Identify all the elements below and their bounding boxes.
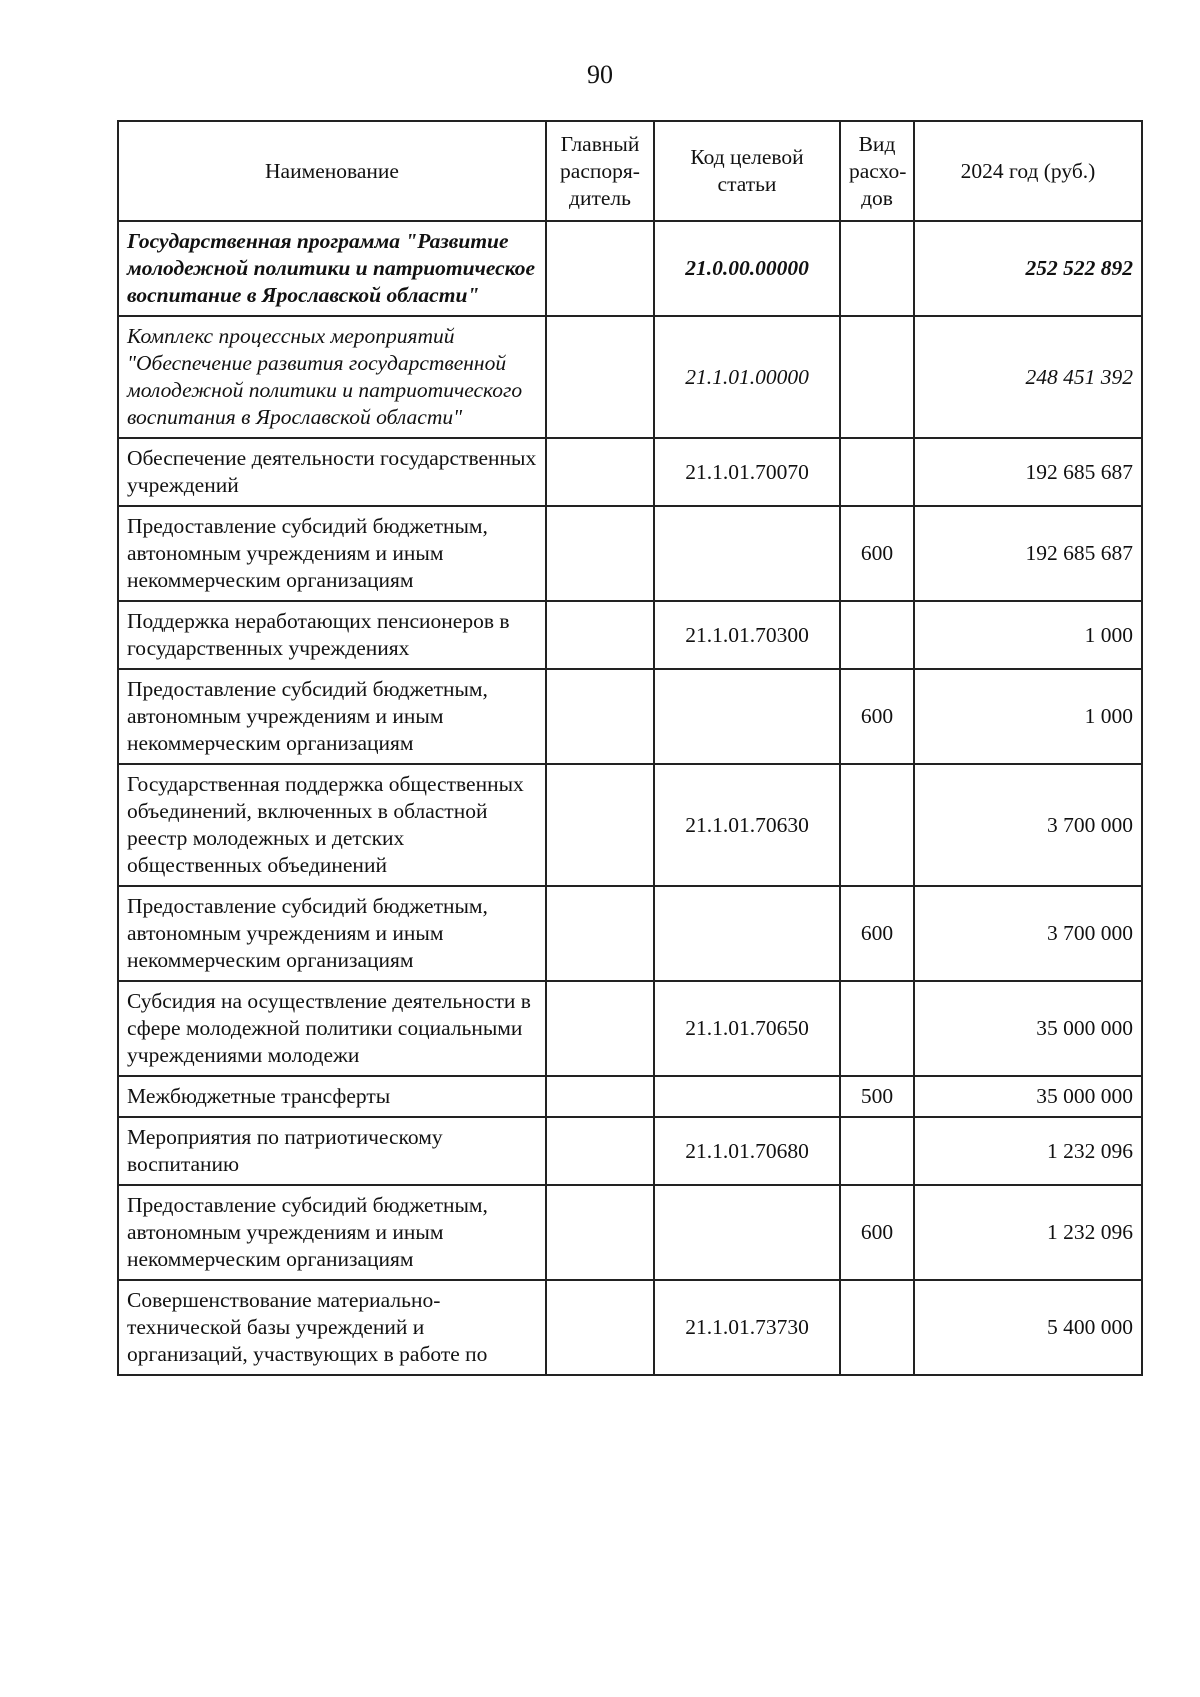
cell-vid: 600 [840,506,914,601]
table-row [118,981,1142,1076]
table-header-row [118,121,1142,221]
header-year: 2024 год (руб.) [914,121,1142,221]
cell-amount: 248 451 392 [914,316,1142,438]
cell-amount: 1 232 096 [914,1185,1142,1280]
cell-amount: 3 700 000 [914,886,1142,981]
cell-vid: 600 [840,669,914,764]
cell-code: 21.1.01.70300 [654,601,840,669]
cell-manager [546,438,654,506]
cell-code: 21.1.01.70070 [654,438,840,506]
cell-code [654,1185,840,1280]
cell-amount: 192 685 687 [914,506,1142,601]
cell-amount: 252 522 892 [914,221,1142,316]
cell-manager [546,1076,654,1117]
cell-manager [546,221,654,316]
cell-amount: 192 685 687 [914,438,1142,506]
cell-vid [840,981,914,1076]
cell-manager [546,316,654,438]
cell-amount: 35 000 000 [914,981,1142,1076]
table-row [118,1117,1142,1185]
header-vid: Вид расхо-дов [840,121,914,221]
cell-vid [840,316,914,438]
cell-amount: 5 400 000 [914,1280,1142,1375]
cell-amount: 1 000 [914,669,1142,764]
table-row [118,601,1142,669]
cell-code: 21.1.01.73730 [654,1280,840,1375]
table-row [118,1076,1142,1117]
table-row [118,669,1142,764]
cell-manager [546,981,654,1076]
table-row [118,316,1142,438]
cell-manager [546,601,654,669]
cell-name: Предоставление субсидий бюджетным, автономным учреждениям и иным некоммерческим организациям [118,506,546,601]
cell-manager [546,1185,654,1280]
cell-vid [840,438,914,506]
cell-vid [840,1117,914,1185]
cell-name: Предоставление субсидий бюджетным, автономным учреждениям и иным некоммерческим организациям [118,669,546,764]
cell-name: Государственная программа "Развитие молодежной политики и патриотическое воспитание в Ярославской области" [118,221,546,316]
cell-code: 21.1.01.70680 [654,1117,840,1185]
cell-manager [546,506,654,601]
cell-vid: 600 [840,886,914,981]
cell-manager [546,764,654,886]
budget-table [117,120,1143,1376]
cell-code: 21.1.01.70650 [654,981,840,1076]
header-name: Наименование [118,121,546,221]
cell-manager [546,1280,654,1375]
cell-name: Совершенствование материально-технической базы учреждений и организаций, участвующих в работе по [118,1280,546,1375]
cell-vid [840,1280,914,1375]
cell-manager [546,1117,654,1185]
cell-code: 21.1.01.70630 [654,764,840,886]
cell-name: Государственная поддержка общественных объединений, включенных в областной реестр молодежных и детских общественных объединений [118,764,546,886]
cell-name: Предоставление субсидий бюджетным, автономным учреждениям и иным некоммерческим организациям [118,886,546,981]
table-row [118,1280,1142,1375]
cell-code [654,886,840,981]
table-row [118,221,1142,316]
cell-name: Мероприятия по патриотическому воспитанию [118,1117,546,1185]
table-row [118,1185,1142,1280]
page-number: 90 [587,60,613,89]
cell-amount: 1 000 [914,601,1142,669]
cell-vid [840,221,914,316]
header-manager: Главный распоря-дитель [546,121,654,221]
cell-vid [840,601,914,669]
cell-code: 21.1.01.00000 [654,316,840,438]
cell-manager [546,886,654,981]
table-row [118,886,1142,981]
cell-name: Предоставление субсидий бюджетным, автономным учреждениям и иным некоммерческим организациям [118,1185,546,1280]
header-code: Код целевой статьи [654,121,840,221]
table-row [118,438,1142,506]
cell-code [654,669,840,764]
cell-vid [840,764,914,886]
cell-code [654,506,840,601]
cell-amount: 1 232 096 [914,1117,1142,1185]
cell-name: Субсидия на осуществление деятельности в сфере молодежной политики социальными учреждениями молодежи [118,981,546,1076]
cell-name: Комплекс процессных мероприятий "Обеспечение развития государственной молодежной политики и патриотического воспитания в Ярославской области" [118,316,546,438]
cell-name: Обеспечение деятельности государственных учреждений [118,438,546,506]
table-body [118,221,1142,1375]
table-row [118,764,1142,886]
cell-manager [546,669,654,764]
cell-amount: 3 700 000 [914,764,1142,886]
cell-name: Межбюджетные трансферты [118,1076,546,1117]
cell-name: Поддержка неработающих пенсионеров в государственных учреждениях [118,601,546,669]
cell-vid: 600 [840,1185,914,1280]
cell-vid: 500 [840,1076,914,1117]
table-row [118,506,1142,601]
cell-amount: 35 000 000 [914,1076,1142,1117]
cell-code [654,1076,840,1117]
cell-code: 21.0.00.00000 [654,221,840,316]
